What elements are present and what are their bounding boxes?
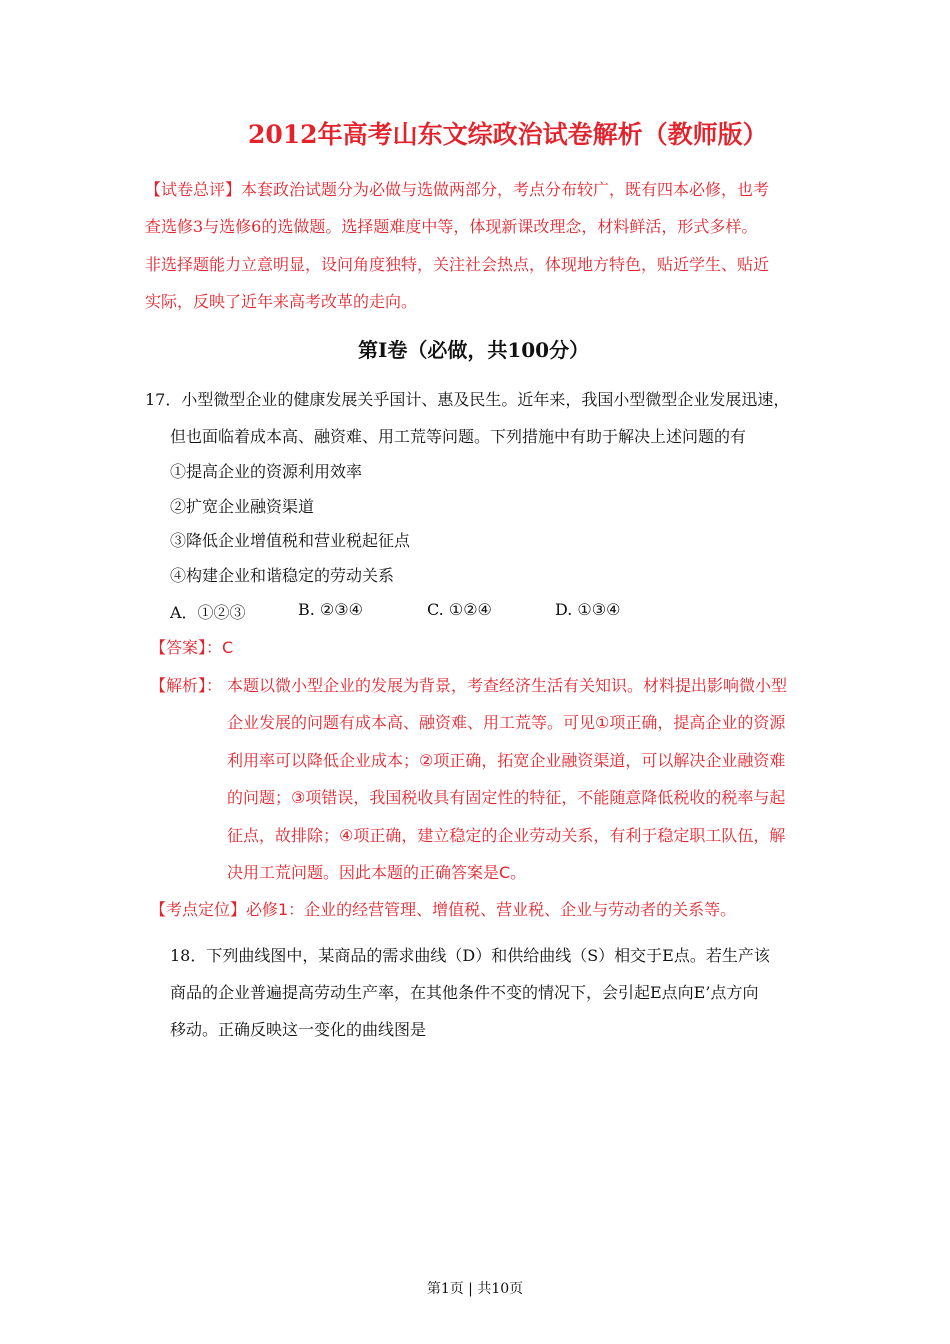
question-item: ③降低企业增值税和营业税起征点 — [170, 531, 411, 550]
option-b: B. ②③④ — [298, 600, 363, 619]
analysis-line: 利用率可以降低企业成本；②项正确，拓宽企业融资渠道，可以解决企业融资难 — [227, 751, 786, 770]
question-stem: 但也面临着成本高、融资难、用工荒等问题。下列措施中有助于解决上述问题的有 — [170, 427, 747, 446]
question-item: ①提高企业的资源利用效率 — [170, 462, 363, 481]
question-stem: 17．小型微型企业的健康发展关乎国计、惠及民生。近年来，我国小型微型企业发展迅速， — [145, 390, 790, 409]
document-title: 2012年高考山东文综政治试卷解析（教师版） — [248, 120, 768, 149]
summary-line: 非选择题能力立意明显，设问角度独特，关注社会热点，体现地方特色，贴近学生、贴近 — [145, 255, 770, 274]
analysis-line: 决用工荒问题。因此本题的正确答案是C。 — [227, 863, 527, 882]
analysis-line: 征点，故排除；④项正确，建立稳定的企业劳动关系，有利于稳定职工队伍，解 — [227, 826, 786, 845]
answer-value: C — [222, 638, 234, 657]
analysis-line: 的问题；③项错误，我国税收具有固定性的特征，不能随意降低税收的税率与起 — [227, 788, 786, 807]
section-heading: 第Ⅰ卷（必做，共100分） — [358, 338, 590, 362]
summary-line: 【试卷总评】本套政治试题分为必做与选做两部分，考点分布较广，既有四本必修，也考 — [145, 180, 770, 199]
question-item: ②扩宽企业融资渠道 — [170, 497, 315, 516]
analysis-line: 企业发展的问题有成本高、融资难、用工荒等。可见①项正确，提高企业的资源 — [227, 713, 786, 732]
key-point: 【考点定位】必修1：企业的经营管理、增值税、营业税、企业与劳动者的关系等。 — [150, 900, 737, 919]
summary-line: 查选修3与选修6的选做题。选择题难度中等，体现新课改理念，材料鲜活，形式多样。 — [145, 217, 758, 236]
page-footer: 第1页 | 共10页 — [426, 1281, 524, 1297]
option-a: A．①②③ — [170, 603, 246, 622]
question-stem: 18．下列曲线图中，某商品的需求曲线（D）和供给曲线（S）相交于E点。若生产该 — [170, 946, 770, 965]
analysis-label: 【解析】： — [150, 676, 223, 695]
question-stem: 商品的企业普遍提高劳动生产率，在其他条件不变的情况下，会引起E点向E’点方向 — [170, 983, 759, 1002]
option-c: C. ①②④ — [427, 600, 492, 619]
question-stem: 移动。正确反映这一变化的曲线图是 — [170, 1020, 427, 1039]
answer-label: 【答案】： — [150, 638, 223, 657]
summary-line: 实际，反映了近年来高考改革的走向。 — [145, 292, 418, 311]
analysis-line: 本题以微小型企业的发展为背景，考查经济生活有关知识。材料提出影响微小型 — [227, 676, 788, 695]
answer — [150, 638, 233, 658]
option-d: D. ①③④ — [555, 600, 621, 619]
question-item: ④构建企业和谐稳定的劳动关系 — [170, 566, 395, 585]
